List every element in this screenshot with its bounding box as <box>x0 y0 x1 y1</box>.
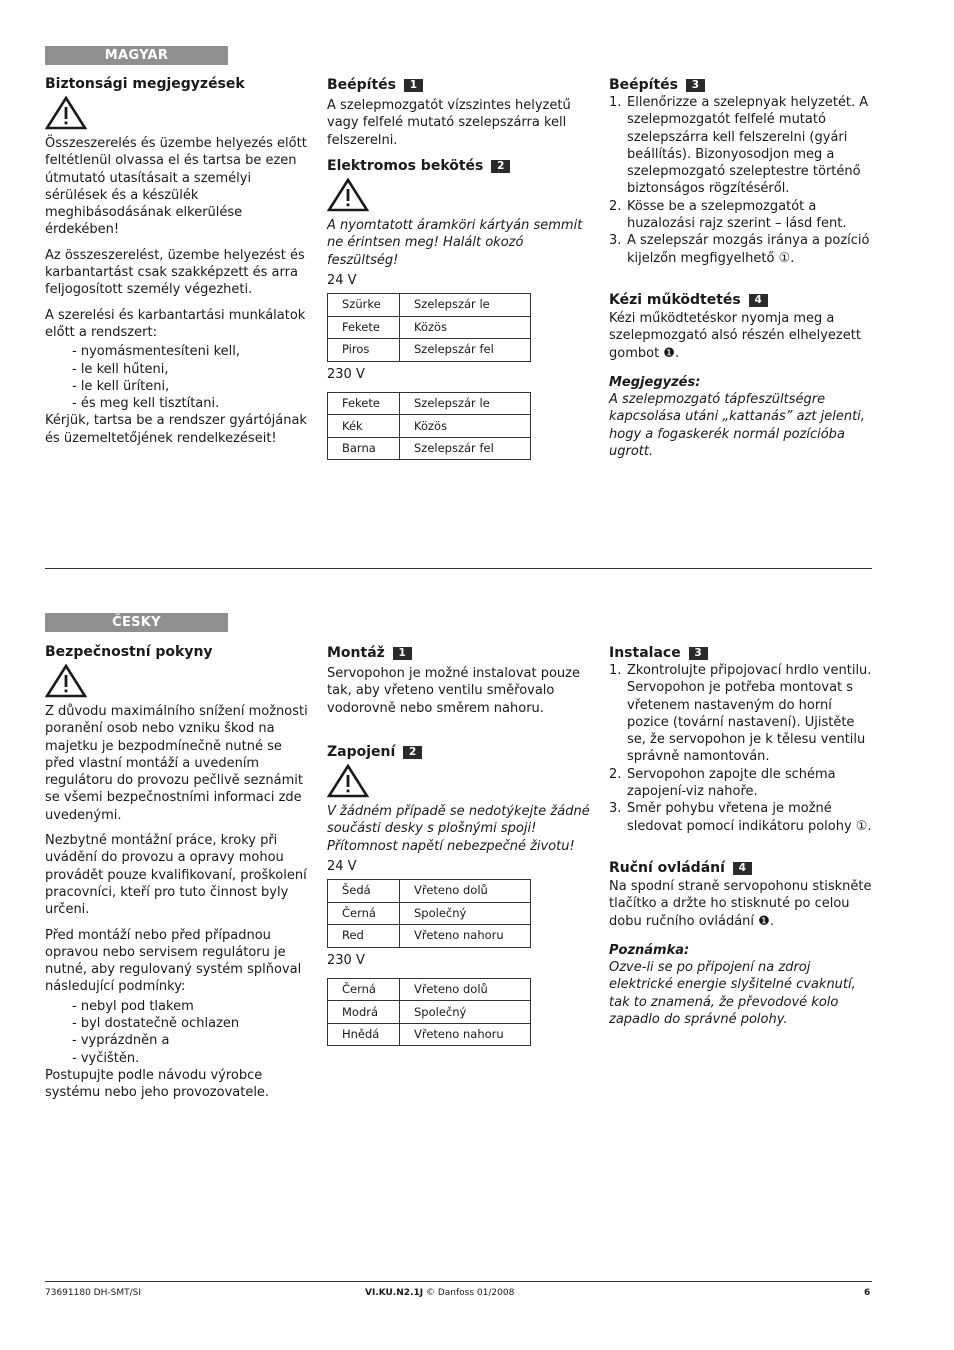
list-item: 3. Směr pohybu vřetena je možné sledovat pomocí indikátoru polohy ①. <box>609 801 872 834</box>
list-item: - nebyl pod tlakem <box>72 998 194 1014</box>
cz-safety-p1: Z důvodu maximálního snížení možnosti poranění osob nebo vzniku škod na majetku je bezpodmínečně nutné se před vlastní montáží a uvedením regulátoru do provozu pečlivě seznámit se všemi bezpečnostními informaci zde uvedenými. <box>45 704 308 823</box>
cz-safety-list <box>72 998 313 1067</box>
hu-safety-p1: Összeszerelés és üzembe helyezés előtt feltétlenül olvassa el és tartsa be ezen útmutató utasításait a személyi sérülések és a készülék meghibásodásának elkerülése érdekében! <box>45 136 307 238</box>
cz-safety-p4: Postupujte podle návodu výrobce systému nebo jeho provozovatele. <box>45 1067 270 1101</box>
hu-safety-p4: Kérjük, tartsa be a rendszer gyártójának és üzemeltetőjének rendelkezéseit! <box>45 413 307 446</box>
table-row <box>328 294 531 317</box>
cz-install-section <box>327 644 592 725</box>
table-cell: Szelepszár le <box>400 294 531 317</box>
table-cell: Red <box>328 925 400 948</box>
table-row <box>328 339 531 362</box>
cz-voltage-24-label: 24 V <box>327 858 357 874</box>
table-cell: Černá <box>328 902 400 925</box>
hu-note-title: Megjegyzés: <box>609 374 701 390</box>
doc-number: VI.KU.N2.1J <box>365 1288 424 1298</box>
list-item: - le kell üríteni, <box>72 378 170 394</box>
list-item: - byl dostatečně ochlazen <box>72 1016 240 1032</box>
hu-safety-title: Biztonsági megjegyzések <box>45 76 245 92</box>
list-item: 1. Zkontrolujte připojovací hrdlo ventilu. Servopohon je potřeba montovat s vřetenem nastaveným do horní pozice (tovární nastavení). Ujistěte se, že servopohon je k tělesu ventilu správně namontován. <box>609 663 872 765</box>
step-number-badge: 2 <box>403 746 422 759</box>
table-cell: Szürke <box>328 294 400 317</box>
page-number: 6 <box>864 1288 871 1298</box>
table-cell: Piros <box>328 339 400 362</box>
hu-manual-text: Kézi működtetéskor nyomja meg a szelepmozgató alsó részén elhelyezett gombot ❶. <box>609 311 861 361</box>
hu-wiring-table-230v <box>327 392 531 461</box>
step-number-badge: 3 <box>686 79 705 92</box>
table-cell: Közös <box>400 316 531 339</box>
cz-manual-text: Na spodní straně servopohonu stiskněte tlačítko a držte ho stisknuté po celou dobu ručního ovládání ❶. <box>609 879 872 929</box>
hu-install3-list <box>609 94 874 267</box>
language-header-hu: MAGYAR <box>45 46 228 65</box>
cz-safety-section <box>45 643 313 1110</box>
hu-voltage-230-label: 230 V <box>327 366 365 382</box>
cz-electrical-warning: V žádném případě se nedotýkejte žádné součásti desky s plošnými spoji! Přítomnost napětí nebezpečné životu! <box>327 804 590 854</box>
cz-note-title: Poznámka: <box>609 942 690 958</box>
cz-manual-section <box>609 859 874 1028</box>
list-item-text: A szelepszár mozgás iránya a pozíció kijelzőn megfigyelhető ①. <box>627 233 870 266</box>
warning-triangle-icon <box>45 664 87 698</box>
hu-note-text: A szelepmozgató tápfeszültségre kapcsolása utáni „kattanás” azt jelenti, hogy a fogaskerék normál pozícióba ugrott. <box>609 392 865 460</box>
list-item-text: Směr pohybu vřetena je možné sledovat pomocí indikátoru polohy ①. <box>627 801 872 834</box>
list-item: - vyprázdněn a <box>72 1033 170 1049</box>
section-title-text: Kézi működtetés <box>609 292 741 308</box>
hu-safety-p2: Az összeszerelést, üzembe helyezést és karbantartást csak szakképzett és arra feljogosított személy végezheti. <box>45 247 305 298</box>
footer-divider <box>45 1281 872 1282</box>
table-row <box>328 902 531 925</box>
cz-wiring-table-230v <box>327 978 531 1047</box>
table-cell: Fekete <box>328 392 400 415</box>
list-item: - nyomásmentesíteni kell, <box>72 344 240 360</box>
cz-electrical-title <box>327 743 592 761</box>
warning-triangle-icon <box>45 96 87 130</box>
table-cell: Szelepszár fel <box>400 339 531 362</box>
cz-install3-title <box>609 644 874 662</box>
table-row <box>328 978 531 1001</box>
list-item: - és meg kell tisztítani. <box>72 396 220 412</box>
hu-electrical-section <box>327 157 592 460</box>
cz-note-text: Ozve-li se po připojení na zdroj elektrické energie slyšitelné cvaknutí, tak to znamená, že převodové kolo zapadlo do správné polohy. <box>609 960 856 1028</box>
list-item: 2. Servopohon zapojte dle schéma zapojení-viz nahoře. <box>609 766 836 800</box>
cz-install-text: Servopohon je možné instalovat pouze tak, aby vřeteno ventilu směřovalo vodorovně nebo směrem nahoru. <box>327 666 580 716</box>
cz-safety-p3: Před montáží nebo před případnou opravou nebo servisem regulátoru je nutné, aby regulovaný systém splňoval následující podmínky: <box>45 927 302 995</box>
table-row <box>328 392 531 415</box>
hu-install-title <box>327 76 592 94</box>
language-header-cz: ČESKY <box>45 613 228 632</box>
step-number-badge: 1 <box>393 647 412 660</box>
cz-safety-title: Bezpečnostní pokyny <box>45 644 213 660</box>
list-item: 2. Kösse be a szelepmozgatót a huzalozási rajz szerint – lásd fent. <box>609 198 847 232</box>
table-row <box>328 925 531 948</box>
hu-electrical-title <box>327 157 592 175</box>
step-number-badge: 2 <box>491 160 510 173</box>
table-row <box>328 1023 531 1046</box>
table-cell: Szelepszár le <box>400 392 531 415</box>
hu-manual-title <box>609 291 874 309</box>
step-number-badge: 4 <box>733 862 752 875</box>
step-number-badge: 1 <box>404 79 423 92</box>
section-title-text: Beépítés <box>327 77 397 93</box>
list-item-text: Kösse be a szelepmozgatót a huzalozási rajz szerint – lásd fent. <box>627 198 847 232</box>
list-item: 3. A szelepszár mozgás iránya a pozíció kijelzőn megfigyelhető ①. <box>609 233 870 266</box>
table-row <box>328 437 531 460</box>
copyright: © Danfoss 01/2008 <box>425 1288 515 1298</box>
hu-electrical-warning: A nyomtatott áramköri kártyán semmit ne érintsen meg! Halált okozó feszültség! <box>327 218 583 268</box>
section-divider <box>45 568 872 569</box>
table-cell: Fekete <box>328 316 400 339</box>
table-cell: Szelepszár fel <box>400 437 531 460</box>
list-item-text: Zkontrolujte připojovací hrdlo ventilu. Servopohon je potřeba montovat s vřetenem nastaveným do horní pozice (tovární nastavení). Ujistěte se, že servopohon je k tělesu ventilu správně namontován. <box>627 663 872 765</box>
table-cell: Közös <box>400 415 531 438</box>
list-item-text: Servopohon zapojte dle schéma zapojení-viz nahoře. <box>627 766 836 800</box>
hu-install-section <box>327 76 592 157</box>
warning-triangle-icon <box>327 764 369 798</box>
hu-safety-p3: A szerelési és karbantartási munkálatok előtt a rendszert: <box>45 307 306 340</box>
list-item: - vyčištěn. <box>72 1050 140 1066</box>
table-cell: Vřeteno dolů <box>400 880 531 903</box>
table-row <box>328 880 531 903</box>
hu-install-text: A szelepmozgatót vízszintes helyzetű vagy felfelé mutató szelepszárra kell felszerelni. <box>327 98 571 148</box>
list-item: 1. Ellenőrizze a szelepnyak helyzetét. A szelepmozgatót felfelé mutató szelepszárra kell felszerelni (gyári beállítás). Bizonyosodjon meg a szelepmozgató szeleptestre történő biztonságos rögzítéséről. <box>609 95 869 197</box>
section-title-text: Instalace <box>609 645 681 661</box>
cz-install-title <box>327 644 592 662</box>
cz-manual-title <box>609 859 874 877</box>
hu-safety-list <box>72 343 313 412</box>
footer-doc-ref <box>365 1288 514 1298</box>
cz-install3-section <box>609 644 874 835</box>
step-number-badge: 4 <box>749 294 768 307</box>
table-cell: Šedá <box>328 880 400 903</box>
warning-triangle-icon <box>327 178 369 212</box>
table-cell: Vřeteno nahoru <box>400 925 531 948</box>
hu-install3-section <box>609 76 874 267</box>
hu-voltage-24-label: 24 V <box>327 272 357 288</box>
section-title-text: Elektromos bekötés <box>327 158 484 174</box>
section-title-text: Beépítés <box>609 77 679 93</box>
section-title-text: Ruční ovládání <box>609 860 725 876</box>
cz-install3-list <box>609 662 874 835</box>
table-cell: Barna <box>328 437 400 460</box>
table-cell: Společný <box>400 902 531 925</box>
step-number-badge: 3 <box>689 647 708 660</box>
cz-wiring-table-24v <box>327 879 531 948</box>
table-cell: Hnědá <box>328 1023 400 1046</box>
cz-safety-p2: Nezbytné montážní práce, kroky při uvádění do provozu a opravy mohou provádět pouze kvalifikovaní, proškolení pracovníci, kteří pro tuto činnost byly určeni. <box>45 833 307 918</box>
table-cell: Vřeteno nahoru <box>400 1023 531 1046</box>
section-title-text: Montáž <box>327 645 385 661</box>
cz-voltage-230-label: 230 V <box>327 952 365 968</box>
hu-safety-section <box>45 75 313 455</box>
table-cell: Kék <box>328 415 400 438</box>
hu-wiring-table-24v <box>327 293 531 362</box>
footer-code: 73691180 DH-SMT/SI <box>45 1288 141 1298</box>
table-row <box>328 1001 531 1024</box>
hu-manual-section <box>609 291 874 460</box>
table-row <box>328 316 531 339</box>
cz-electrical-section <box>327 743 592 1046</box>
hu-install3-title <box>609 76 874 94</box>
table-cell: Vřeteno dolů <box>400 978 531 1001</box>
table-row <box>328 415 531 438</box>
table-cell: Černá <box>328 978 400 1001</box>
list-item: - le kell hűteni, <box>72 361 169 377</box>
table-cell: Modrá <box>328 1001 400 1024</box>
table-cell: Společný <box>400 1001 531 1024</box>
section-title-text: Zapojení <box>327 744 396 760</box>
list-item-text: Ellenőrizze a szelepnyak helyzetét. A szelepmozgatót felfelé mutató szelepszárra kell felszerelni (gyári beállítás). Bizonyosodjon meg a szelepmozgató szeleptestre történő biztonságos rögzítéséről. <box>627 95 869 197</box>
